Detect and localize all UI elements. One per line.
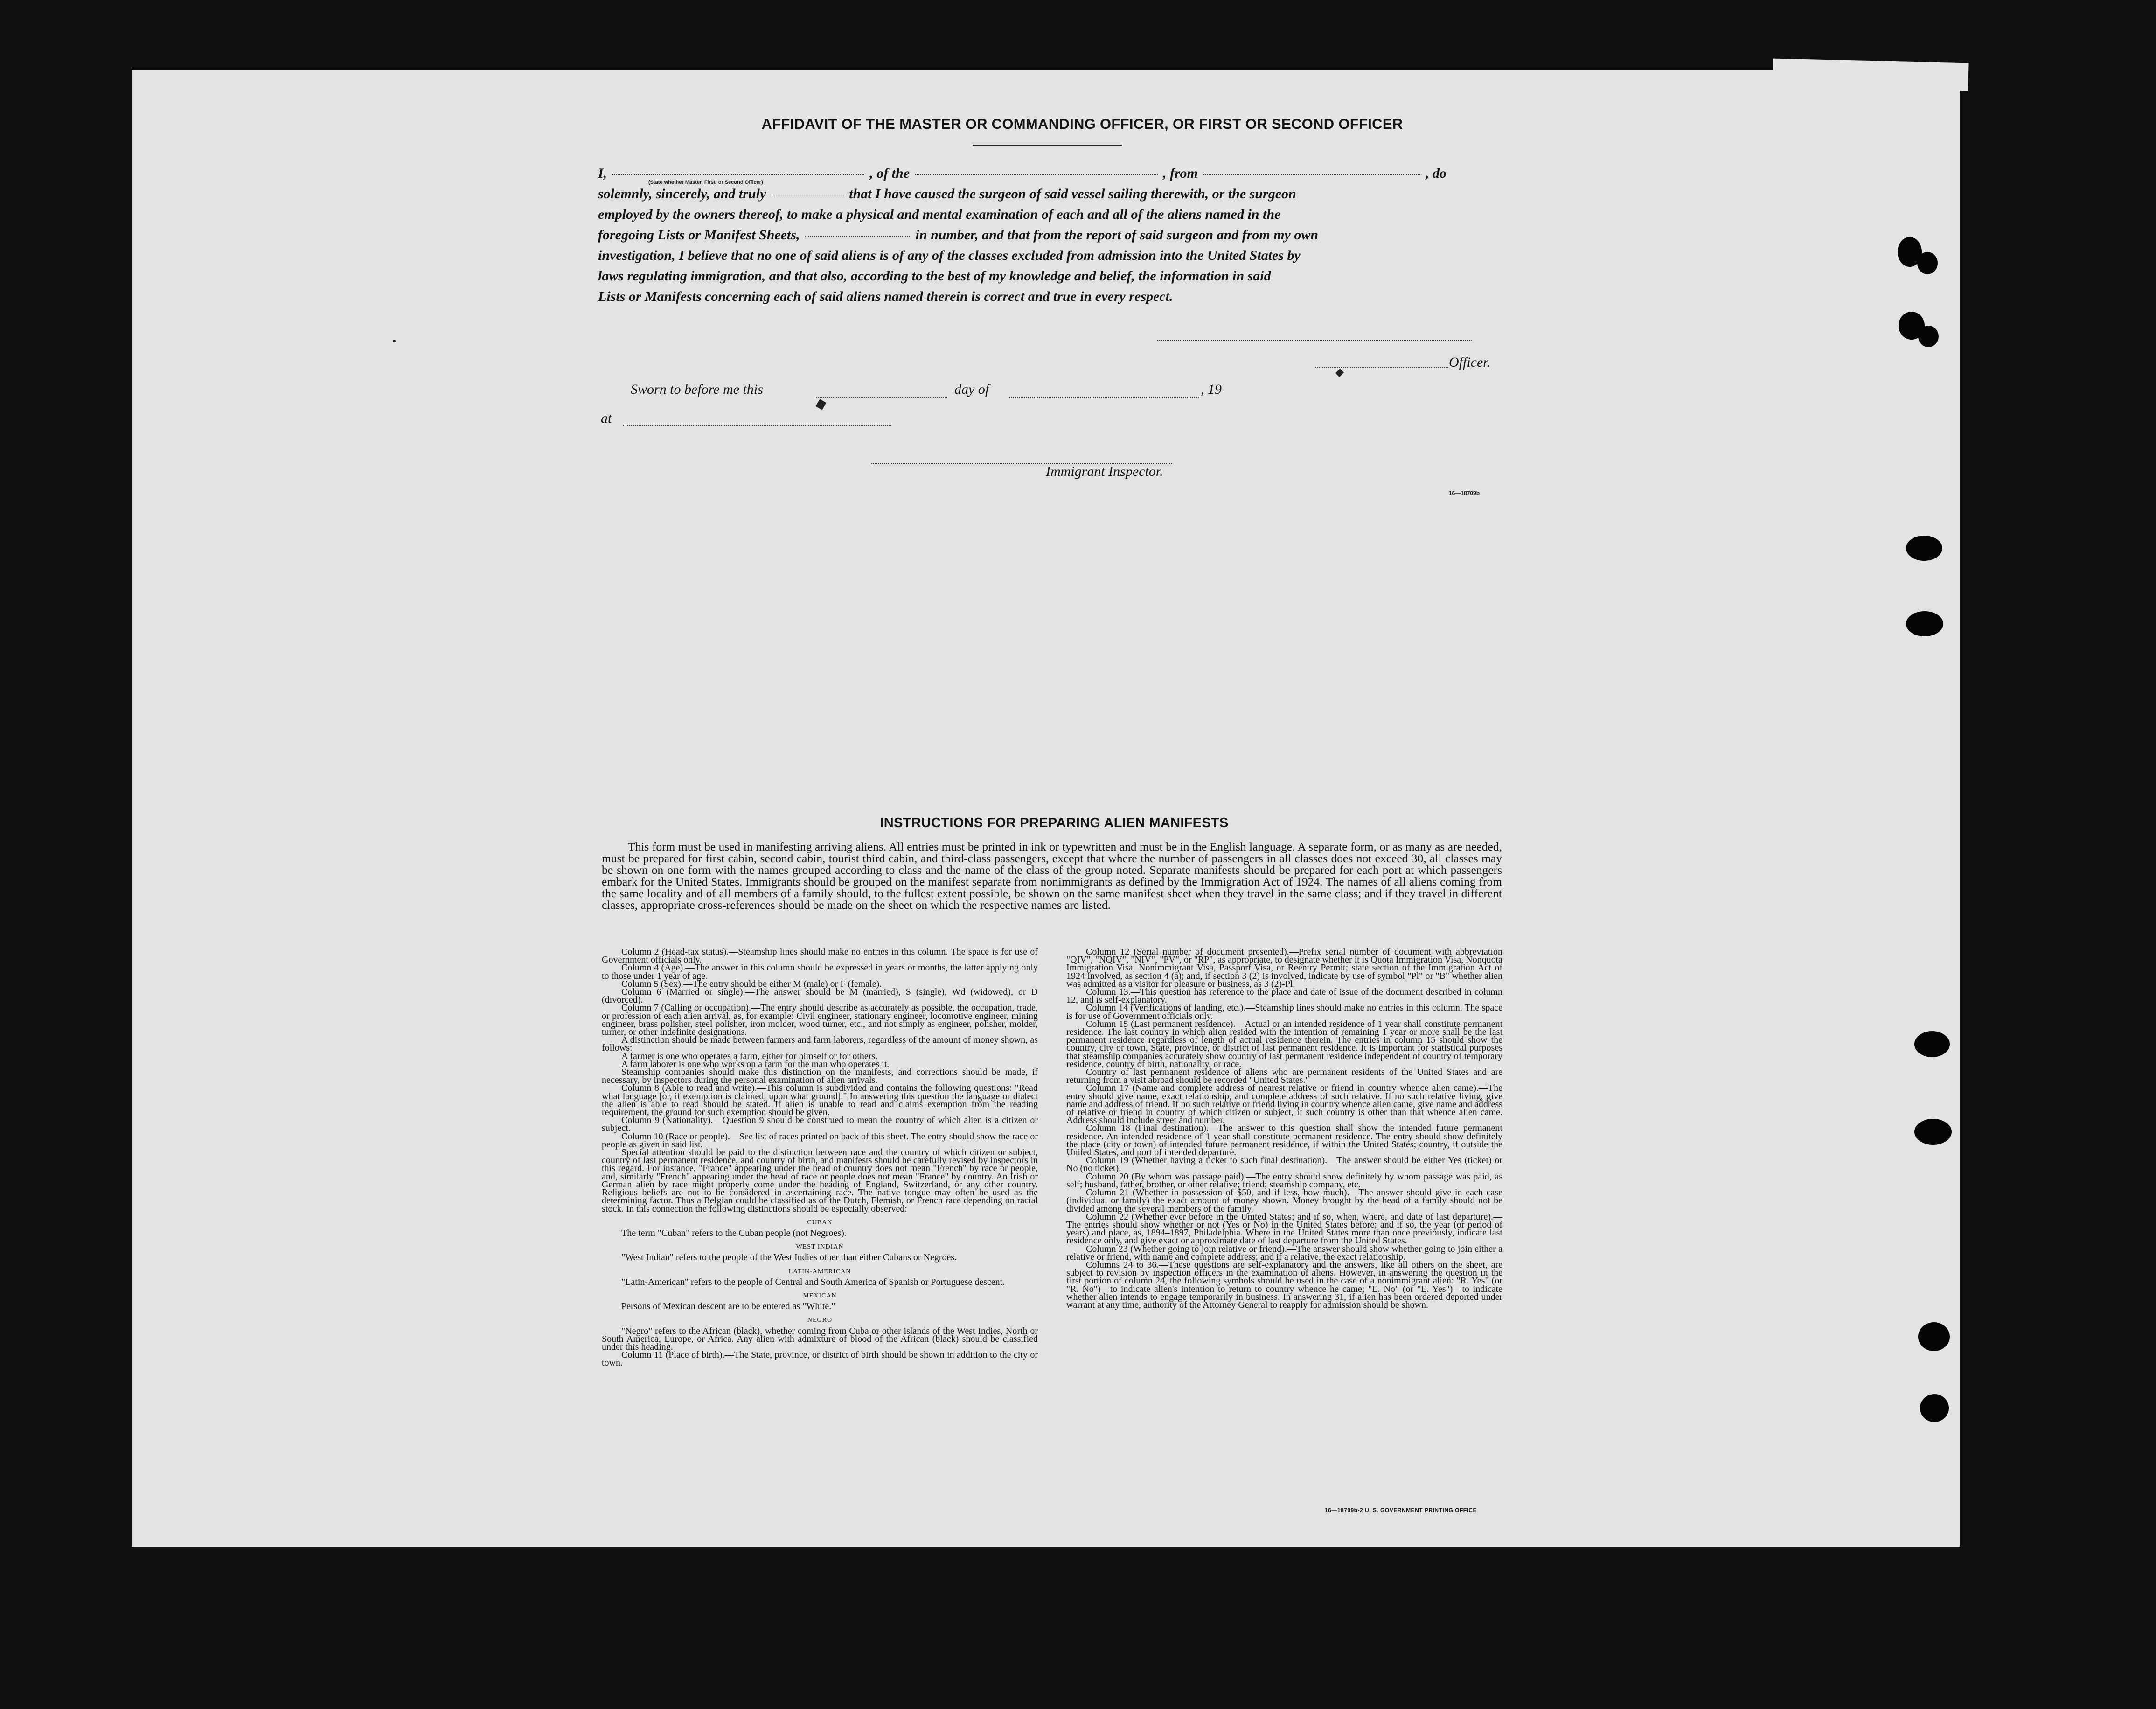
instruction-para: Columns 24 to 36.—These questions are self-explanatory and the answers, like all others on the sheet, are subject to revision by inspection officers in the examination of aliens. However, in answering the question in the first portion of column 24, the following symbols should be used in the case of a nonimmigrant alien: "R. Yes" (or "R. No")—to indicate alien's intention to return to country whence he came; "E. No" (or "E. Yes")—to indicate whether alien intends to engage temporarily in business. In answering 31, if alien has been ordered deported under warrant at any time, authority of the Attorney General to reapply for admission should be shown. <box>1066 1259 1502 1310</box>
instruction-para: Column 22 (Whether ever before in the United States; and if so, when, where, and date of last departure).—The entries should show whether or not (Yes or No) in the United States before; and if so, the year (or period of years) and place, as, 1894–1897, Philadelphia. Where in the United States more than once previously, indicate last residence only, and give exact or approximate date of last departure from the United States. <box>1066 1211 1502 1246</box>
that-i-text: that I have caused the surgeon of said vessel sailing therewith, or the surgeon <box>849 186 1296 202</box>
pronoun-i: I, <box>598 166 607 181</box>
instruction-para: Column 5 (Sex).—The entry should be either M (male) or F (female). <box>621 978 882 989</box>
title-rule <box>973 145 1122 146</box>
instruction-para: Column 13.—This question has reference to the place and date of issue of the document described in column 12, and is self-explanatory. <box>1066 987 1502 1005</box>
instruction-para: Country of last permanent residence of aliens who are permanent residents of the United States and are returning from a visit abroad should be recorded "United States." <box>1066 1067 1502 1086</box>
affidavit-line-6: laws regulating immigration, and that also, according to the best of my knowledge and belief, the information in said <box>598 268 1271 284</box>
instruction-para: Steamship companies should make this distinction on the manifests, and corrections should be made, if necessary, by inspectors during the personal examination of alien arrivals. <box>602 1067 1038 1086</box>
instruction-para: Column 12 (Serial number of document presented).—Prefix serial number of document with abbreviation "QIV", "NQIV", "NIV", "PV", or "RP", as appropriate, to designate whether it is Quota Immigration Visa, Nonquota Immigration Visa, Nonimmigrant Visa, Passport Visa, or Reentry Permit; state section of the Immigration Act of 1924 involved, as section 4 (a); and, if section 3 (2) is involved, indicate by use of symbol "Pl" or "B" whether alien was admitted as a visitor for pleasure or business, as 3 (2)-Pl. <box>1066 947 1502 989</box>
in-number-text: in number, and that from the report of said surgeon and from my own <box>915 227 1319 243</box>
year-label: , 19 <box>1201 382 1222 397</box>
printing-office-footer: 16—18709b-2 U. S. GOVERNMENT PRINTING OFFICE <box>1325 1507 1477 1514</box>
instruction-para: Column 17 (Name and complete address of nearest relative or friend in country whence alien came).—The entry should give name, exact relationship, and complete address of such relative. If no such relative living, give name and address of friend. If no such relative or friend living in country whence alien came, give name and address of relative or friend in country of which citizen or subject, if such country is other than that whence alien came. Address should include street and number. <box>1066 1083 1502 1126</box>
instruction-para: Column 19 (Whether having a ticket to such final destination).—The answer should be either Yes (ticket) or No (no ticket). <box>1066 1155 1502 1174</box>
sworn-label: Sworn to before me this <box>631 382 763 397</box>
instruction-para: Column 6 (Married or single).—The answer should be M (married), S (single), Wd (widowed), or D (divorced). <box>602 987 1038 1005</box>
instruction-para: A distinction should be made between farmers and farm laborers, regardless of the amount of money shown, as follows: <box>602 1035 1038 1053</box>
instruction-para: A farmer is one who operates a farm, either for himself or for others. <box>621 1051 878 1061</box>
dust-speck <box>393 340 396 342</box>
officer-rank-field[interactable] <box>612 174 864 175</box>
instructions-title: INSTRUCTIONS FOR PREPARING ALIEN MANIFESTS <box>880 816 1229 830</box>
port-field[interactable] <box>1203 174 1420 175</box>
do-label: , do <box>1426 166 1447 181</box>
affidavit-title: AFFIDAVIT OF THE MASTER OR COMMANDING OFFICER, OR FIRST OR SECOND OFFICER <box>761 116 1403 132</box>
affidavit-line-5: investigation, I believe that no one of said aliens is of any of the classes excluded from admission into the United States by <box>598 248 1301 263</box>
negro-heading: NEGRO <box>807 1317 833 1324</box>
punch-hole <box>1917 252 1938 274</box>
mexican-text: Persons of Mexican descent are to be entered as "White." <box>621 1301 835 1312</box>
punch-hole <box>1914 1119 1952 1145</box>
affidavit-line-2 <box>598 184 1503 204</box>
instruction-para: Column 21 (Whether in possession of $50, and if less, how much).—The answer should give in each case (individual or family) the exact amount of money shown. Money brought by the head of a family should not be divided among the several members of the family. <box>1066 1187 1502 1214</box>
officer-label: Officer. <box>1449 355 1491 370</box>
affidavit-line-3: employed by the owners thereof, to make a physical and mental examination of each and all of the aliens named in the <box>598 207 1281 222</box>
instruction-para: Column 8 (Able to read and write).—This column is subdivided and contains the following questions: "Read what language [or, if exemption is claimed, upon what ground]." In answering this question the language or dialect the alien is able to read should be stated. If alien is unable to read and claims exemption from the reading requirement, the ground for such exemption should be given. <box>602 1083 1038 1118</box>
at-label: at <box>601 411 612 426</box>
foregoing-text: foregoing Lists or Manifest Sheets, <box>598 227 800 243</box>
punch-hole <box>1906 536 1942 561</box>
instruction-para: Column 18 (Final destination).—The answer to this question shall show the intended future permanent residence. An intended residence of 1 year shall constitute permanent residence. The entry should show definitely the place (city or town) of intended future permanent residence, if within the United States; country, if outside the United States, and port of intended departure. <box>1066 1123 1502 1158</box>
punch-hole <box>1914 1031 1950 1057</box>
instruction-para: Column 2 (Head-tax status).—Steamship lines should make no entries in this column. The space is for use of Government officials only. <box>602 947 1038 965</box>
signature-line[interactable] <box>1157 340 1472 341</box>
instruction-para: Column 23 (Whether going to join relative or friend).—The answer should show whether going to join either a relative or friend, with name and complete address; and if a relative, the exact relationship. <box>1066 1243 1502 1262</box>
instruction-para: Column 20 (By whom was passage paid).—The entry should show definitely by whom passage was paid, as self; husband, father, brother, or other relative; friend; steamship company, etc. <box>1066 1171 1502 1190</box>
solemnly-text: solemnly, sincerely, and truly <box>598 186 766 202</box>
instruction-para: Column 9 (Nationality).—Question 9 should be construed to mean the country of which alien is a citizen or subject. <box>602 1115 1038 1134</box>
mexican-heading: MEXICAN <box>803 1292 837 1299</box>
instruction-para: A farm laborer is one who works on a farm for the man who operates it. <box>621 1059 890 1069</box>
from-label: , from <box>1163 166 1198 181</box>
inspector-label: Immigrant Inspector. <box>1046 464 1163 479</box>
day-of-label: day of <box>954 382 989 397</box>
west-indian-text: "West Indian" refers to the people of the West Indies other than either Cubans or Negroes. <box>621 1252 957 1263</box>
instructions-left-column <box>602 948 1038 1367</box>
cuban-heading: CUBAN <box>807 1219 833 1226</box>
sworn-place-field[interactable] <box>623 425 891 426</box>
instruction-para: Column 14 (Verifications of landing, etc.).—Steamship lines should make no entries in this column. The space is for use of Government officials only. <box>1066 1003 1502 1021</box>
rank-note: (State whether Master, First, or Second Officer) <box>648 180 763 185</box>
punch-hole <box>1920 1394 1949 1422</box>
sworn-day-field[interactable] <box>816 397 947 398</box>
instructions-intro: This form must be used in manifesting arriving aliens. All entries must be printed in ink or typewritten and must be in the English language. A separate form, or as many as are needed, must be prepared for first cabin, second cabin, tourist third cabin, and third-class passengers, except that where the number of passengers in all classes does not exceed 30, all classes may be shown on one form with the names grouped according to class and the name of the class of the group noted. Separate manifests should be prepared for each port at which passengers embark for the United States. Immigrants should be grouped on the manifest separate from nonimmigrants as defined by the Immigration Act of 1924. The names of all aliens coming from the same locality and of all members of a family should, to the fullest extent possible, be shown on the same manifest sheet when they travel in the same class; and if they travel in different classes, appropriate cross-references should be made on the sheet on which the respective names are listed. <box>602 840 1502 912</box>
number-field[interactable] <box>805 236 910 237</box>
column-11-text: Column 11 (Place of birth).—The State, province, or district of birth should be shown in addition to the city or town. <box>602 1350 1038 1368</box>
instruction-para: Column 10 (Race or people).—See list of races printed on back of this sheet. The entry should show the race or people as given in said list. <box>602 1131 1038 1150</box>
instruction-para: Column 7 (Calling or occupation).—The entry should describe as accurately as possible, the occupation, trade, or profession of each alien arrival, as, for example: Civil engineer, stationary engineer, locomotive engineer, mining engineer, brass polisher, steel polisher, iron molder, wood turner, etc., and not simply as engineer, polisher, molder, turner, or other indefinite designations. <box>602 1003 1038 1038</box>
instructions-right-column <box>1066 948 1502 1309</box>
form-number: 16—18709b <box>1449 490 1480 496</box>
vessel-name-field[interactable] <box>915 174 1158 175</box>
west-indian-heading: WEST INDIAN <box>796 1243 844 1251</box>
punch-hole <box>1906 611 1943 636</box>
officer-signature-field[interactable] <box>1315 367 1448 368</box>
instruction-para: Column 15 (Last permanent residence).—Actual or an intended residence of 1 year shall constitute permanent residence. The last country in which alien resided with the intention of remaining 1 year or more shall be the last permanent residence regardless of length of actual residence therein. The entries in column 15 should show the country, city or town, State, province, or district of last permanent residence. It is important for statistical purposes that steamship companies accurately show country of last permanent residence independent of country of temporary residence, country of birth, nationality, or race. <box>1066 1018 1502 1069</box>
of-the-label: , of the <box>869 166 910 181</box>
punch-hole <box>1918 326 1939 347</box>
instruction-para: Special attention should be paid to the distinction between race and the country of which citizen or subject, country of last permanent residence, and country of birth, and manifests should be carefully revised by inspectors in this regard. For instance, "France" appearing under the head of country does not mean "French" by race or people, and, similarly "French" appearing under the head of race or people does not mean "France" by country. An Irish or German alien by race might properly come under the heading of England, Switzerland, or any other country. Religious beliefs are not to be considered in ascertaining race. The native tongue may often be used as the determining factor. Thus a Belgian could be classified as of the Dutch, Flemish, or French race depending on racial stock. In this connection the following distinctions should be especially observed: <box>602 1147 1038 1214</box>
cuban-text: The term "Cuban" refers to the Cuban people (not Negroes). <box>621 1228 847 1238</box>
punch-hole <box>1918 1322 1950 1351</box>
negro-text: "Negro" refers to the African (black), whether coming from Cuba or other islands of the West Indies, North or South America, Europe, or Africa. Any alien with admixture of blood of the African (black) should be classified under this heading. <box>602 1325 1038 1352</box>
instruction-para: Column 4 (Age).—The answer in this column should be expressed in years or months, the latter applying only to those under 1 year of age. <box>602 963 1038 981</box>
sworn-month-field[interactable] <box>1008 397 1199 398</box>
latin-american-text: "Latin-American" refers to the people of Central and South America of Spanish or Portuguese descent. <box>621 1277 1005 1287</box>
latin-american-heading: LATIN-AMERICAN <box>788 1268 851 1275</box>
affidavit-line-4 <box>598 225 1503 245</box>
affidavit-line-7: Lists or Manifests concerning each of said aliens named therein is correct and true in every respect. <box>598 289 1173 304</box>
